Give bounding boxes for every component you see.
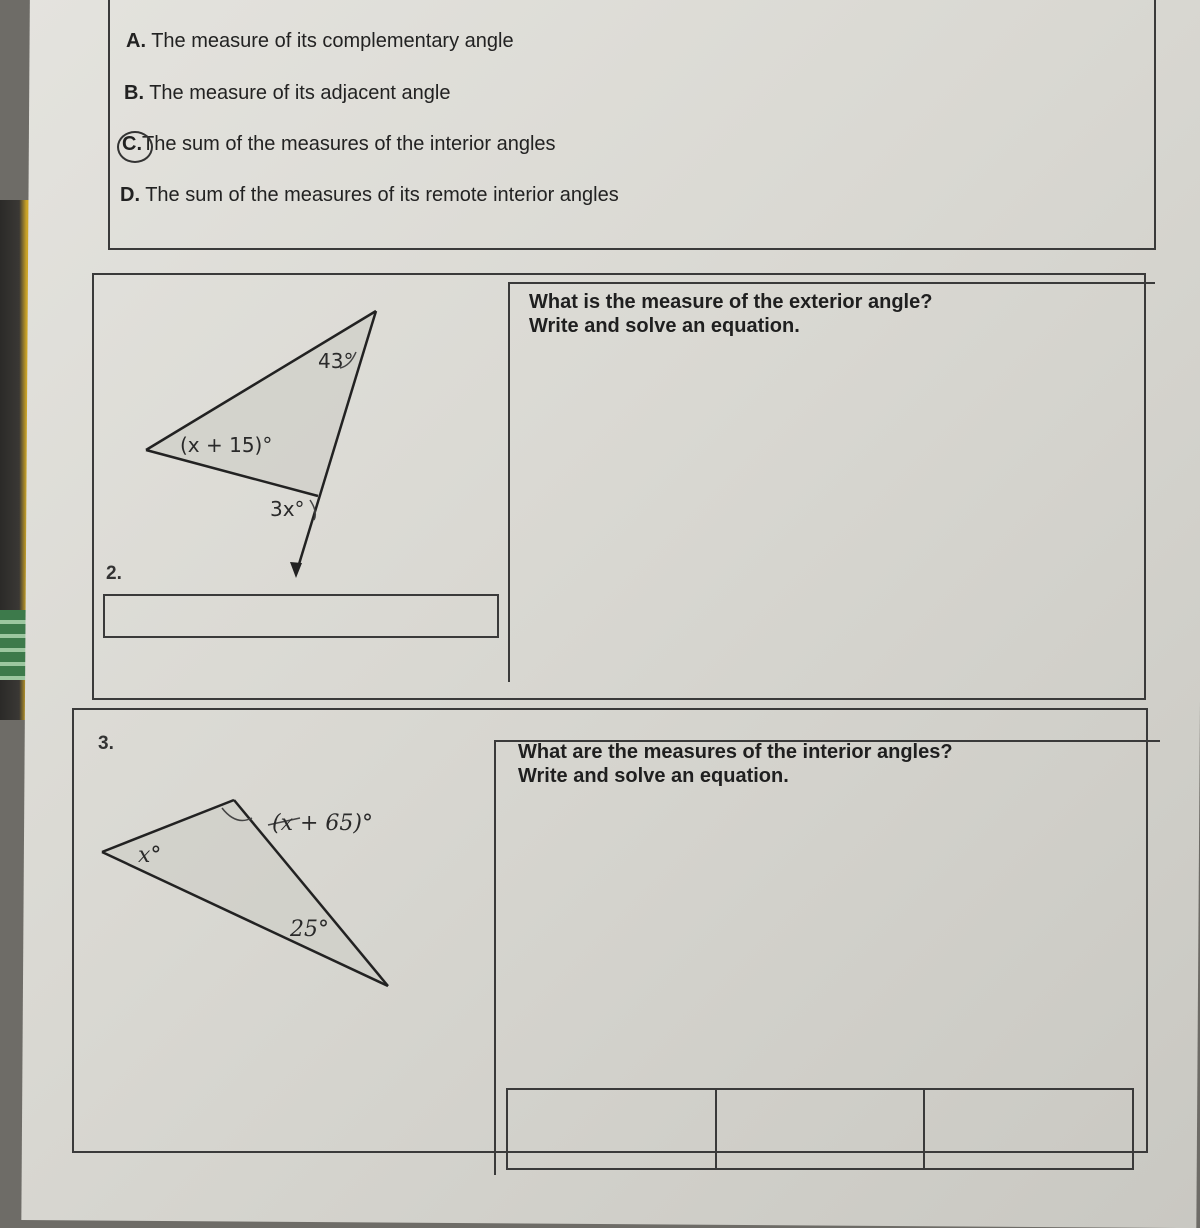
choice-d-text: The sum of the measures of its remote interior angles xyxy=(140,184,619,206)
question-2-angle-bottom: 3x° xyxy=(270,497,305,521)
question-3-number: 3. xyxy=(98,733,114,754)
question-3-angle-top: (x + 65)° xyxy=(272,811,373,836)
choice-a-text: The measure of its complementary angle xyxy=(146,30,514,52)
choice-c-letter: C. xyxy=(122,133,142,155)
question-2-number: 2. xyxy=(106,563,122,584)
question-2-triangle xyxy=(146,311,376,578)
question-3-angle-left: x° xyxy=(138,843,162,868)
choice-d-letter: D. xyxy=(120,184,140,206)
question-3-prompt-line1: What are the measures of the interior angles? xyxy=(518,741,953,763)
question-2-prompt-line1: What is the measure of the exterior angle? xyxy=(529,291,933,313)
choice-c-text: The sum of the measures of the interior angles xyxy=(142,133,556,155)
question-3-triangle xyxy=(102,800,388,986)
question-2-angle-left: (x + 15)° xyxy=(180,433,273,457)
question-2-angle-top: 43° xyxy=(318,349,354,373)
choice-b-letter: B. xyxy=(124,82,144,104)
question-3-prompt-line2: Write and solve an equation. xyxy=(518,765,789,787)
question-3-angle-bottom: 25° xyxy=(290,917,329,942)
choice-b-text: The measure of its adjacent angle xyxy=(144,82,451,104)
choice-a-letter: A. xyxy=(126,30,146,52)
question-2-prompt-line2: Write and solve an equation. xyxy=(529,315,800,337)
